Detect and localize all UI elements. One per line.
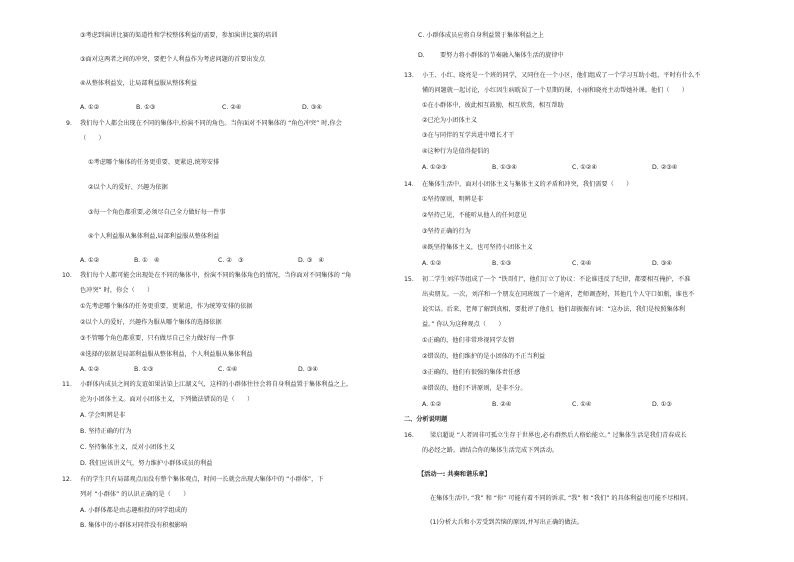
q15-option-d[interactable]: D. ①③ (652, 401, 672, 408)
q16-number: 16. (404, 432, 414, 439)
q11-option-b[interactable]: B. 坚持正确的行为 (80, 428, 132, 435)
q15-statement-3: ③正确的，他们有很强的集体责任感 (422, 369, 521, 376)
q12-stem-2: 列对 “小群体” 的认识正确的是（ ） (80, 491, 190, 498)
q12-number: 12. (62, 476, 72, 483)
activity-1-title: 【活动一: 共奏和谐乐章】 (418, 471, 491, 478)
q13-stem: 小王、小红、晓亮是一个班的同学，又同住在一个小区，他们组成了一个学习互助小组，平时有什么不 (422, 72, 701, 79)
q15-statement-1: ①正确的，他们非常珍视同学友情 (422, 337, 515, 344)
q15-stem-4: 益。” 你认为这种观点（ ） (422, 321, 505, 328)
q10-option-a[interactable]: A. ①② (80, 366, 100, 373)
q11-option-c[interactable]: C. 坚持集体主义，反对小团体主义 (80, 444, 175, 451)
q8-option-a[interactable]: A. ①② (80, 104, 100, 111)
q8-statement-3b: ③面对这两者之间的冲突，要把个人利益作为考虑问题的首要出发点 (80, 56, 265, 63)
q9-statement-4: ④个人利益服从集体利益,局部利益服从整体利益 (88, 233, 220, 240)
q9-option-d[interactable]: D. ③ ④ (298, 257, 324, 264)
q9-statement-2: ②以个人的爱好、兴趣为依据 (88, 184, 168, 191)
q10-option-d[interactable]: D. ③④ (298, 366, 318, 373)
q13-stem-2: 懂的问题就一起讨论，小红因生病耽误了一个星期的课，小丽和晓亮主动帮她补课。他们（ ） (422, 87, 689, 94)
q10-statement-4: ④选择的依据是局部利益服从整体利益，个人利益服从集体利益 (80, 351, 253, 358)
q11-option-d[interactable]: D. 我们应该讲义气，努力维护小群体成员的利益 (80, 460, 213, 467)
q8-statement-3: ③考虑到演讲比赛的渠道性和学校整体利益的需要，参加演讲比赛的培训 (80, 32, 278, 39)
q9-options (80, 257, 324, 265)
q13-statement-1: ①在小群体中，彼此相互鼓励，相互欣赏，相互帮助 (422, 102, 564, 109)
q16-stem-1: 梁启超说 “人者固非可孤立生存于世界也,必有群然后人格始能立。” 过集体生活是我们青春成长 (430, 432, 687, 439)
q11-number: 11. (62, 381, 72, 388)
q10-number: 10. (62, 272, 72, 279)
q14-option-c[interactable]: C. ②④ (572, 260, 592, 267)
q14-option-d[interactable]: D. ③④ (652, 260, 672, 267)
q14-options (422, 260, 672, 268)
q13-statement-4: ④这种行为是值得提倡的 (422, 148, 490, 155)
q14-number: 14. (404, 181, 414, 188)
q13-option-b[interactable]: B. ①③④ (492, 164, 517, 171)
q14-statement-1: ①坚持原则，明辨是非 (422, 196, 484, 203)
q10-options (80, 366, 318, 374)
q8-statement-4: ④从整体利益发，让局部利益服从整体利益 (80, 80, 197, 87)
q13-options (422, 164, 677, 172)
q11-stem: 小群体内成员之间的友谊如果沾染上江湖义气，这样的小群体往往会将自身利益置于集体利益之上， (80, 381, 353, 388)
q9-number: 9. (66, 120, 72, 127)
q12-stem: 有的学生只有局部观点而没有整个集体观点，时间一长就会出现大集体中的 “小群体”，下 (80, 476, 324, 483)
q13-statement-3: ③在与同伴的互学共进中增长才干 (422, 132, 515, 139)
q10-option-b[interactable]: B. ①③ (134, 366, 154, 373)
q14-option-b[interactable]: B. ①③ (492, 260, 512, 267)
q10-stem: 我们每个人都可能会出现处在不同的集体中，扮演不同的集体角色的情况，当你面对不同集体的 “角 (80, 272, 352, 279)
q15-stem-1: 初二学生刘洋等组成了一个 “铁哥们”，他们订立了协议：不论谁违反了纪律，都要相互掩护，不准 (422, 276, 691, 283)
q11-option-a[interactable]: A. 学会明辨是非 (80, 412, 126, 419)
q9-option-c[interactable]: C. ② ③ (218, 257, 244, 264)
q14-statement-3: ③坚持正确的行为 (422, 228, 471, 235)
q13-option-c[interactable]: C. ①②④ (572, 164, 597, 171)
q11-stem-2: 沦为小团体主义。面对小团体主义，下列做法错误的是（ ） (80, 396, 254, 403)
q12-option-d[interactable]: 要努力将小群体的节奏融入集体生活的旋律中 (440, 52, 564, 59)
q13-statement-2: ②已沦为小团体主义 (422, 117, 478, 124)
activity-1-text: 在集体生活中, “我” 和 “你” 可能有着不同的诉求, “我” 和 “我们” 的具体利益也可能不尽相同。 (430, 495, 692, 502)
q10-statement-2: ②以个人的爱好，兴趣作为服从哪个集体的选择依据 (80, 319, 222, 326)
q10-statement-3: ③不管哪个角色都重要，只有做尽自己全力做好每一件事 (80, 335, 235, 342)
q15-stem-2: 出卖朋友。一次，刘洋和一个朋友在同班级了一个通宵，老师调查时，其他几个人守口如瓶，谁也不 (422, 291, 695, 298)
q14-statement-2: ②坚持己见，不能听从他人的任何意见 (422, 212, 527, 219)
q12-option-b[interactable]: B. 集体中的小群体对同伴没有积极影响 (80, 522, 188, 529)
q15-number: 15. (404, 276, 414, 283)
q8-option-d[interactable]: D. ③④ (302, 104, 322, 111)
q14-option-a[interactable]: A. ①② (422, 260, 442, 267)
q9-statement-1: ①考虑哪个集体的任务更重要、更紧迫,统筹安排 (88, 159, 220, 166)
activity-1-question: (1)分析大兵和小芳受到苦恼的原因,并写出正确的做法。 (430, 519, 584, 526)
q15-stem-3: 说实话。后来，老师了解到真相，要批评了他们，他们却振振有词：“这办法，我们是按照集体利 (422, 306, 686, 313)
q12-option-d-label[interactable]: D. (418, 52, 425, 59)
q14-stem: 在集体生活中，面对小团体主义与集体主义的矛盾和冲突，我们需要（ ） (422, 181, 633, 188)
q12-option-c[interactable]: C. 小群体成员应将自身利益置于集体利益之上 (418, 32, 544, 39)
q8-options (80, 104, 322, 112)
q12-option-a[interactable]: A. 小群体都是由志趣相投的同学组成的 (80, 507, 188, 514)
q10-statement-1: ①先考虑哪个集体的任务更重要，更紧迫，作为统筹安排的依据 (80, 303, 253, 310)
q9-stem-bracket: （ ） (80, 135, 105, 142)
q9-option-a[interactable]: A. ①② (80, 257, 100, 264)
q15-statement-4: ④错误的，他们不讲原则，是非不分。 (422, 385, 527, 392)
q9-stem: 我们每个人都会出现在不同的集体中,扮演不同的角色。当你面对不同集体的 “角色冲突” 时,你会 (80, 120, 342, 127)
q15-statement-2: ②错误的，他们维护的是小团体的不正当利益 (422, 353, 546, 360)
q8-option-b[interactable]: B. ①③ (136, 104, 156, 111)
q16-stem-2: 的必经之路。请结合你的集体生活完成下列活动。 (422, 447, 559, 454)
q9-option-b[interactable]: B. ① ④ (134, 257, 160, 264)
q15-option-b[interactable]: B. ②④ (492, 401, 512, 408)
q13-option-a[interactable]: A. ①②③ (422, 164, 447, 171)
q10-stem-2: 色冲突” 时，你会（ ） (80, 287, 154, 294)
q15-option-c[interactable]: C. ①④ (572, 401, 592, 408)
q8-option-c[interactable]: C. ②④ (222, 104, 242, 111)
q13-number: 13. (404, 72, 414, 79)
q10-option-c[interactable]: C. ①④ (218, 366, 238, 373)
q15-option-a[interactable]: A. ①② (422, 401, 442, 408)
q15-options (422, 401, 672, 409)
q14-statement-4: ④既坚持集体主义，也可坚持小团体主义 (422, 244, 533, 251)
q9-statement-3: ③每一个角色都重要,必须尽自己全力做好每一件事 (88, 209, 226, 216)
section-2-heading: 二、分析说明题 (404, 416, 448, 423)
q13-option-d[interactable]: D. ②③④ (652, 164, 678, 171)
